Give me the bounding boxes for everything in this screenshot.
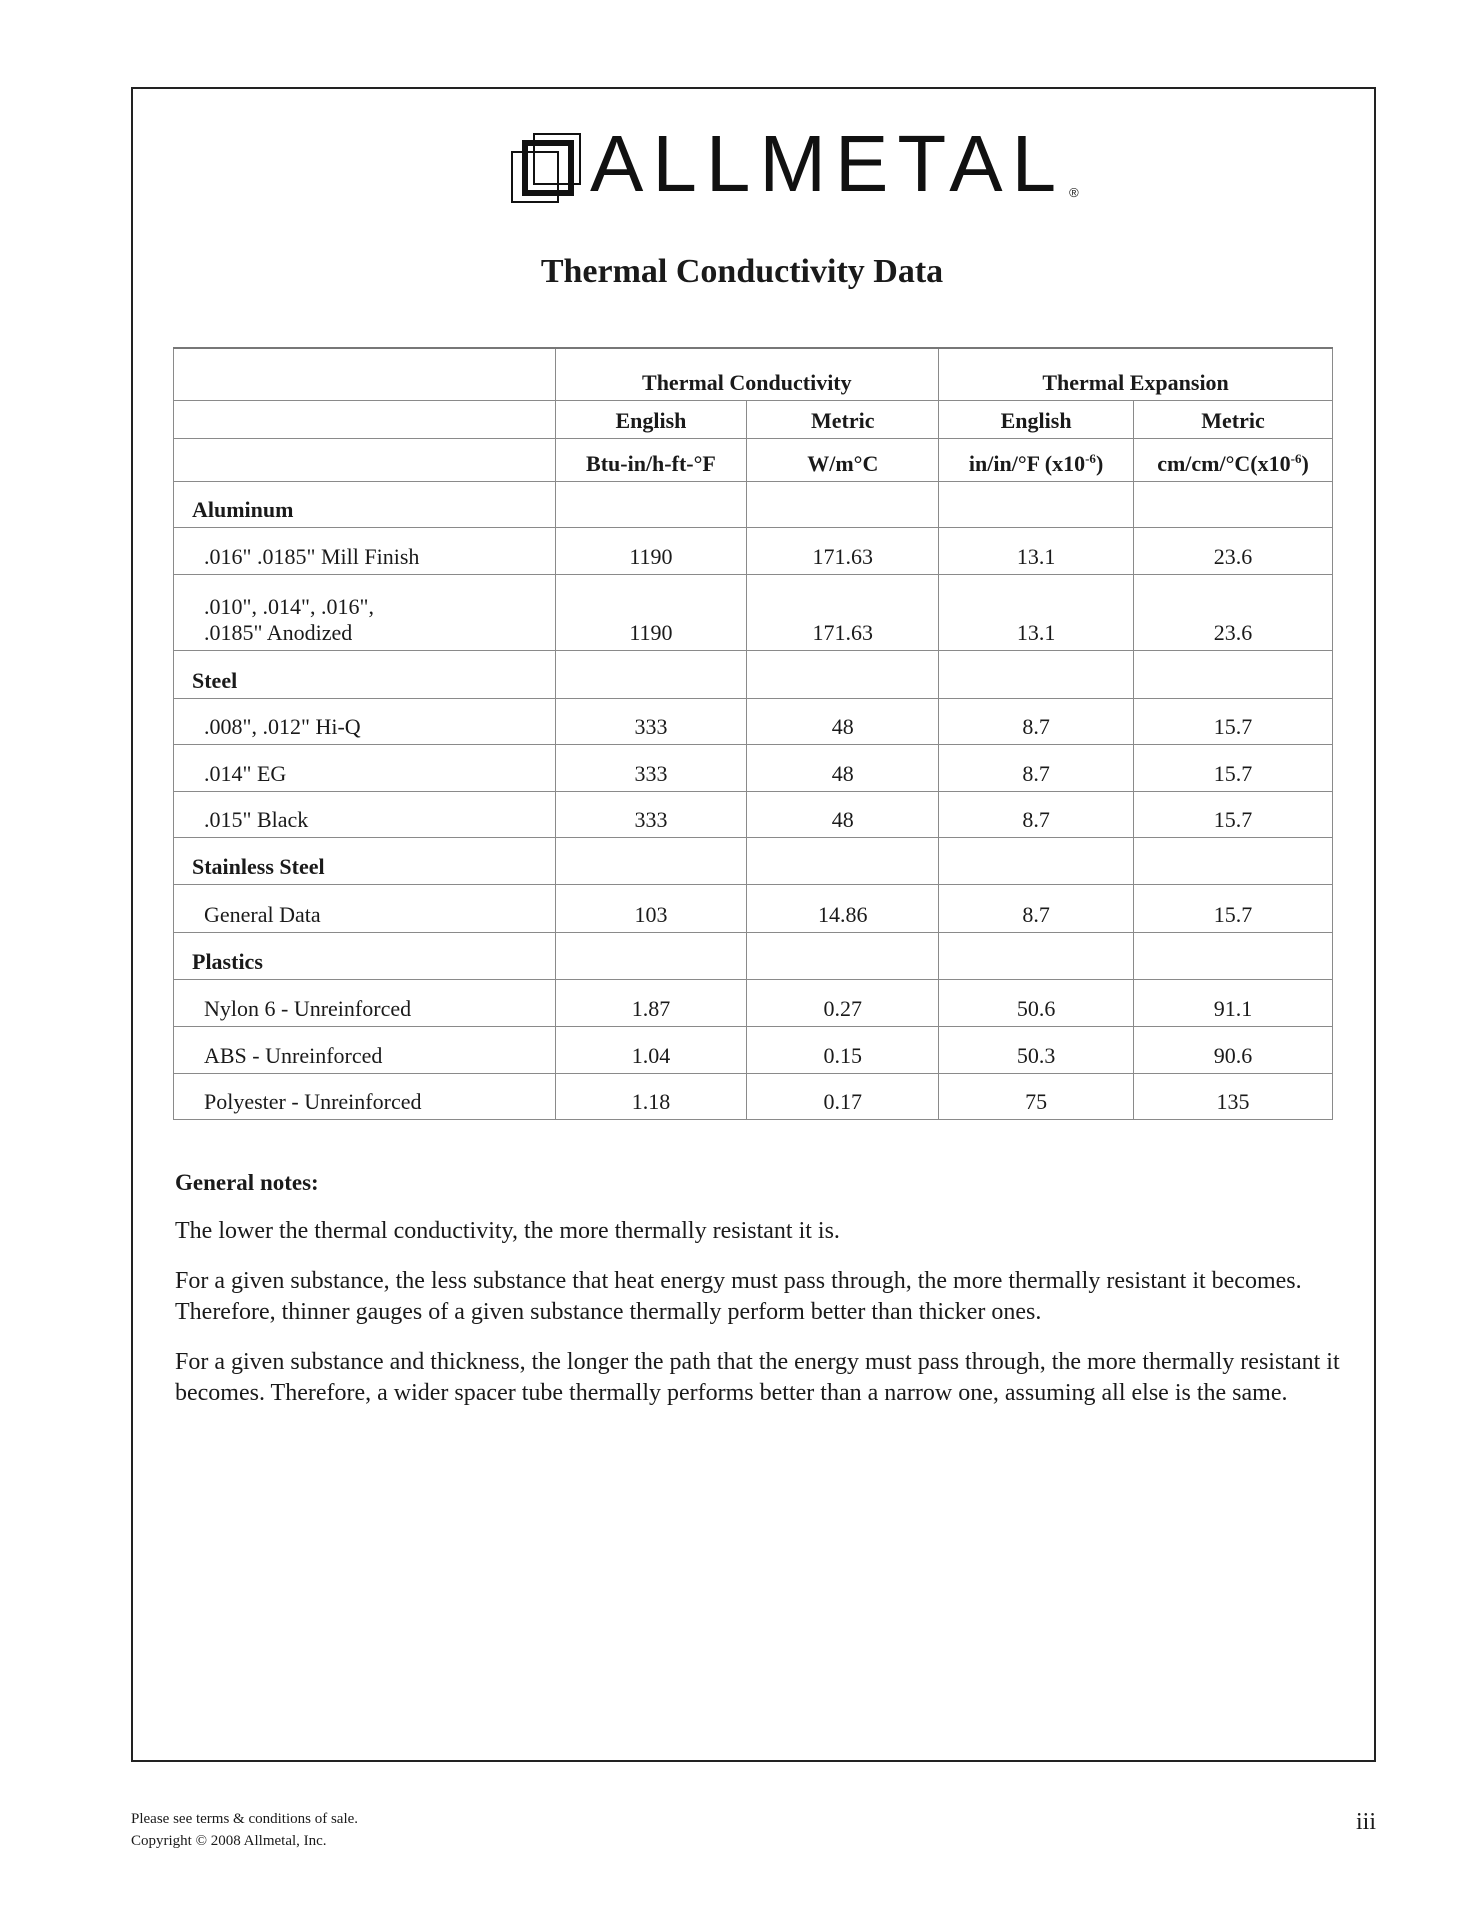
logo-squares-icon — [510, 132, 582, 204]
terms-note: Please see terms & conditions of sale. — [131, 1811, 359, 1827]
copyright: Copyright © 2008 Allmetal, Inc. — [131, 1833, 327, 1849]
value-cell: 14.86 — [747, 884, 939, 932]
value-cell: 135 — [1134, 1073, 1333, 1119]
header-english: English — [555, 400, 747, 438]
units-row — [174, 438, 1333, 481]
header-metric: Metric — [1134, 400, 1333, 438]
value-cell — [747, 932, 939, 979]
value-cell — [939, 932, 1134, 979]
value-cell — [747, 481, 939, 527]
value-cell: 90.6 — [1134, 1026, 1333, 1073]
category-row — [174, 837, 1333, 884]
note-paragraph: For a given substance and thickness, the longer the path that the energy must pass through, the more thermally resistant it becomes. Therefore, a wider spacer tube thermally performs better than a narrow one, assuming all else is the same. — [175, 1349, 1340, 1406]
table-row — [174, 791, 1333, 837]
value-cell: 48 — [747, 698, 939, 744]
value-cell — [939, 481, 1134, 527]
unit-exponent: -6 — [1085, 450, 1096, 466]
general-notes — [175, 1168, 1345, 1428]
value-cell: 1.04 — [555, 1026, 747, 1073]
footer — [131, 1808, 358, 1852]
value-cell: 0.15 — [747, 1026, 939, 1073]
value-cell: 23.6 — [1134, 574, 1333, 650]
value-cell: 171.63 — [747, 527, 939, 574]
allmetal-logo — [510, 119, 1079, 208]
row-label: ABS - Unreinforced — [174, 1026, 556, 1073]
value-cell — [555, 837, 747, 884]
value-cell — [555, 481, 747, 527]
empty-cell — [174, 400, 556, 438]
value-cell — [1134, 932, 1333, 979]
category-label: Plastics — [174, 932, 556, 979]
value-cell — [939, 650, 1134, 698]
value-cell — [1134, 481, 1333, 527]
table-row — [174, 1073, 1333, 1119]
unit-cell — [1134, 438, 1333, 481]
category-row — [174, 481, 1333, 527]
value-cell: 333 — [555, 698, 747, 744]
note-paragraph: The lower the thermal conductivity, the more thermally resistant it is. — [175, 1218, 840, 1244]
notes-heading: General notes: — [175, 1170, 319, 1195]
value-cell: 15.7 — [1134, 698, 1333, 744]
table-row — [174, 574, 1333, 650]
value-cell: 8.7 — [939, 884, 1134, 932]
unit-text: cm/cm/°C(x10 — [1157, 450, 1291, 476]
category-label: Steel — [174, 650, 556, 698]
value-cell: 15.7 — [1134, 744, 1333, 791]
value-cell: 8.7 — [939, 744, 1134, 791]
page-title: Thermal Conductivity Data — [540, 253, 944, 290]
category-label: Stainless Steel — [174, 837, 556, 884]
unit-cell — [939, 438, 1134, 481]
row-label: .016" .0185" Mill Finish — [174, 527, 556, 574]
unit-cell — [747, 438, 939, 481]
value-cell: 1190 — [555, 574, 747, 650]
value-cell: 15.7 — [1134, 884, 1333, 932]
empty-cell — [174, 348, 556, 400]
page-number: iii — [1355, 1809, 1376, 1835]
sub-header-row — [174, 400, 1333, 438]
value-cell: 48 — [747, 791, 939, 837]
value-cell — [747, 650, 939, 698]
group-header-row — [174, 348, 1333, 400]
value-cell: 171.63 — [747, 574, 939, 650]
value-cell: 15.7 — [1134, 791, 1333, 837]
value-cell: 1.18 — [555, 1073, 747, 1119]
unit-text: W/m°C — [807, 450, 879, 476]
unit-text: Btu-in/h-ft-°F — [586, 450, 716, 476]
value-cell — [555, 650, 747, 698]
table-row — [174, 744, 1333, 791]
table-row — [174, 1026, 1333, 1073]
unit-text: in/in/°F (x10 — [968, 450, 1086, 476]
registered-mark: ® — [1069, 185, 1079, 200]
table-row — [174, 698, 1333, 744]
logo-wordmark: ALLMETAL — [590, 119, 1066, 208]
unit-cell — [555, 438, 747, 481]
category-label: Aluminum — [174, 481, 556, 527]
note-paragraph: For a given substance, the less substance that heat energy must pass through, the more thermally resistant it becomes. Therefore, thinner gauges of a given substance thermally perform better than thicker ones. — [175, 1268, 1302, 1325]
unit-paren: ) — [1301, 450, 1309, 476]
unit-exponent: -6 — [1290, 450, 1302, 466]
table-row — [174, 884, 1333, 932]
value-cell: 13.1 — [939, 527, 1134, 574]
value-cell: 48 — [747, 744, 939, 791]
row-label: .015" Black — [174, 791, 556, 837]
value-cell: 333 — [555, 744, 747, 791]
value-cell: 50.6 — [939, 979, 1134, 1026]
table-row — [174, 527, 1333, 574]
unit-paren: ) — [1095, 450, 1104, 476]
value-cell — [555, 932, 747, 979]
table-row — [174, 979, 1333, 1026]
header-thermal-conductivity: Thermal Conductivity — [555, 348, 939, 400]
value-cell: 0.27 — [747, 979, 939, 1026]
header-thermal-expansion: Thermal Expansion — [939, 348, 1333, 400]
header-english: English — [939, 400, 1134, 438]
value-cell: 91.1 — [1134, 979, 1333, 1026]
value-cell: 0.17 — [747, 1073, 939, 1119]
empty-cell — [174, 438, 556, 481]
value-cell — [1134, 650, 1333, 698]
value-cell — [747, 837, 939, 884]
value-cell — [939, 837, 1134, 884]
value-cell: 333 — [555, 791, 747, 837]
value-cell: 23.6 — [1134, 527, 1333, 574]
category-row — [174, 932, 1333, 979]
value-cell: 13.1 — [939, 574, 1134, 650]
value-cell: 103 — [555, 884, 747, 932]
value-cell: 1.87 — [555, 979, 747, 1026]
row-label: Polyester - Unreinforced — [174, 1073, 556, 1119]
row-label: .014" EG — [174, 744, 556, 791]
value-cell: 1190 — [555, 527, 747, 574]
row-label: Nylon 6 - Unreinforced — [174, 979, 556, 1026]
value-cell: 8.7 — [939, 698, 1134, 744]
value-cell: 8.7 — [939, 791, 1134, 837]
thermal-data-table — [173, 347, 1333, 1120]
row-label: General Data — [174, 884, 556, 932]
value-cell: 50.3 — [939, 1026, 1134, 1073]
row-label: .008", .012" Hi-Q — [174, 698, 556, 744]
header-metric: Metric — [747, 400, 939, 438]
row-label: .010", .014", .016", .0185" Anodized — [174, 574, 556, 650]
value-cell — [1134, 837, 1333, 884]
value-cell: 75 — [939, 1073, 1134, 1119]
category-row — [174, 650, 1333, 698]
